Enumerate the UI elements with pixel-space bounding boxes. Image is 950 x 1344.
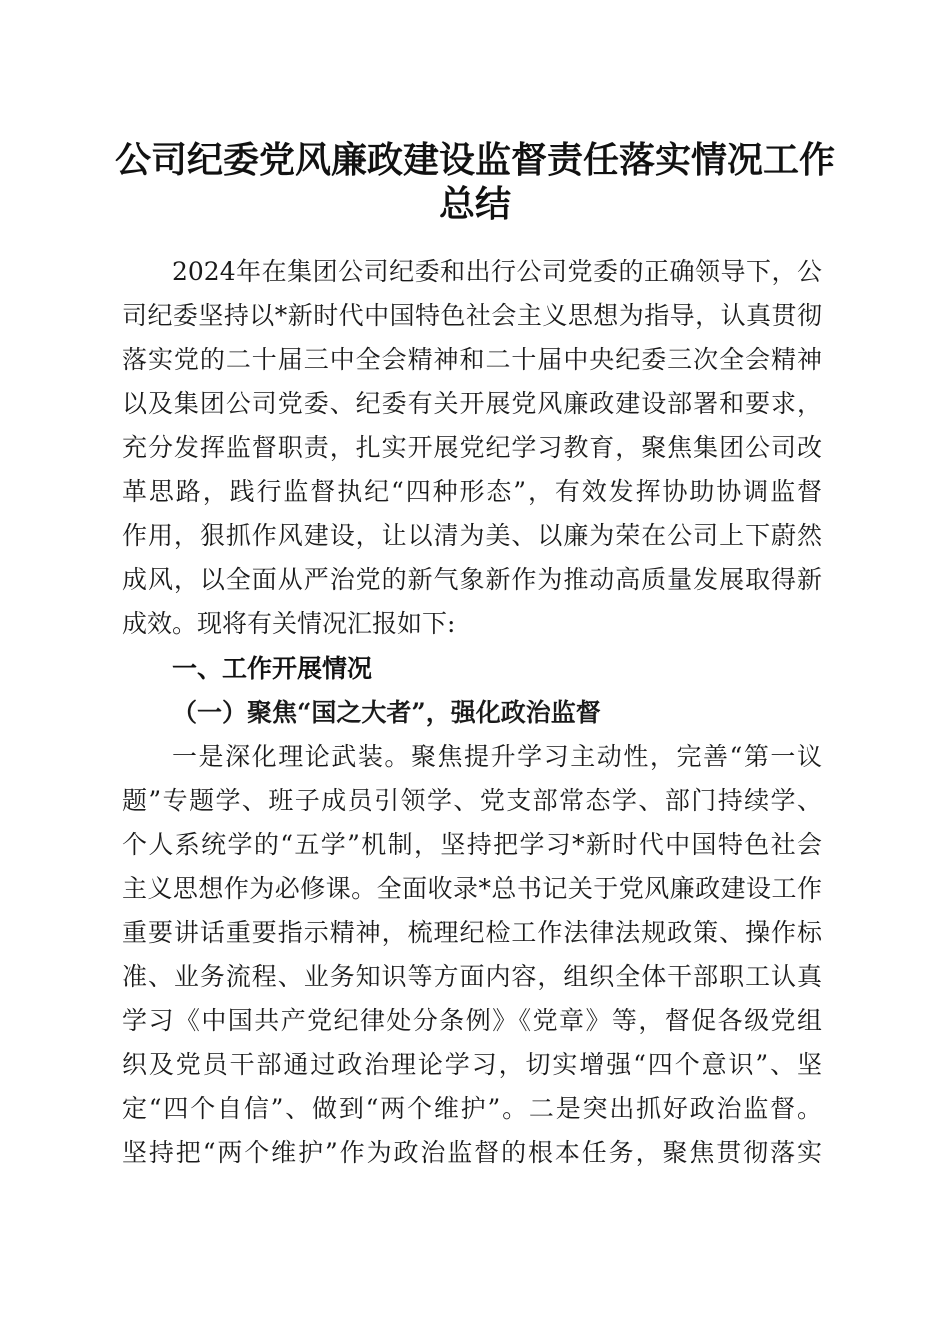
intro-paragraph-line: 成风，以全面从严治党的新气象新作为推动高质量发展取得新 (122, 565, 822, 594)
body-paragraph-line: 一是深化理论武装。聚焦提升学习主动性，完善“第一议 (172, 742, 822, 771)
intro-paragraph-line: 落实党的二十届三中全会精神和二十届中央纪委三次全会精神 (122, 345, 822, 374)
intro-paragraph-line: 作用，狠抓作风建设，让以清为美、以廉为荣在公司上下蔚然 (122, 521, 822, 550)
intro-paragraph-line: 成效。现将有关情况汇报如下: (122, 609, 456, 638)
intro-paragraph-line: 以及集团公司党委、纪委有关开展党风廉政建设部署和要求， (122, 389, 822, 418)
document-title-line-1: 公司纪委党风廉政建设监督责任落实情况工作 (114, 139, 835, 181)
body-paragraph-line: 主义思想作为必修课。全面收录*总书记关于党风廉政建设工作 (122, 874, 822, 903)
body-paragraph-line: 个人系统学的“五学”机制，坚持把学习*新时代中国特色社会 (122, 830, 822, 859)
body-paragraph-line: 定“四个自信”、做到“两个维护”。二是突出抓好政治监督。 (122, 1094, 822, 1123)
body-paragraph-line: 重要讲话重要指示精神，梳理纪检工作法律法规政策、操作标 (122, 918, 822, 947)
intro-paragraph-line: 革思路，践行监督执纪“四种形态”，有效发挥协助协调监督 (122, 477, 822, 506)
document-title-line-2: 总结 (438, 183, 511, 225)
body-paragraph-line: 坚持把“两个维护”作为政治监督的根本任务，聚焦贯彻落实 (122, 1138, 822, 1167)
body-paragraph-line: 学习《中国共产党纪律处分条例》《党章》等，督促各级党组 (122, 1006, 822, 1035)
subsection-heading: （一）聚焦“国之大者”，强化政治监督 (172, 698, 601, 727)
body-paragraph-line: 题”专题学、班子成员引领学、党支部常态学、部门持续学、 (122, 786, 822, 815)
section-heading: 一、工作开展情况 (172, 654, 373, 683)
body-paragraph-line: 准、业务流程、业务知识等方面内容，组织全体干部职工认真 (122, 962, 822, 991)
body-paragraph-line: 织及党员干部通过政治理论学习，切实增强“四个意识”、坚 (122, 1050, 822, 1079)
intro-paragraph-line: 充分发挥监督职责，扎实开展党纪学习教育，聚焦集团公司改 (122, 433, 822, 462)
intro-paragraph-line: 司纪委坚持以*新时代中国特色社会主义思想为指导，认真贯彻 (122, 301, 822, 330)
intro-paragraph-line: 2024年在集团公司纪委和出行公司党委的正确领导下，公 (172, 257, 822, 286)
